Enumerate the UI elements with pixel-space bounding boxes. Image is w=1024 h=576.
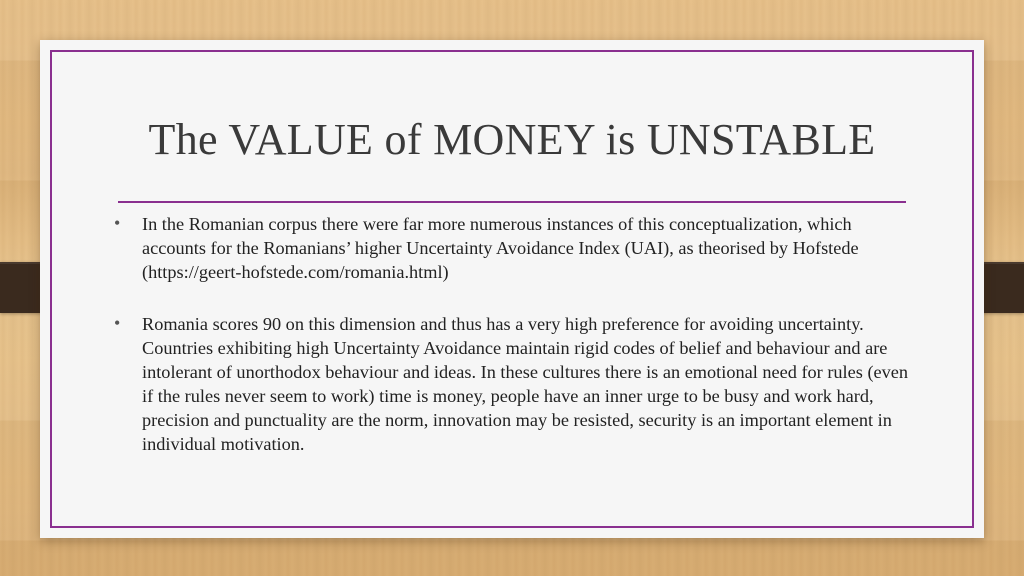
- bullet-item: [114, 212, 914, 284]
- slide-title: The VALUE of MONEY is UNSTABLE: [148, 115, 876, 164]
- slide-card: [40, 40, 984, 538]
- title-divider: [118, 201, 906, 203]
- bullet-list: [114, 212, 914, 456]
- bullet-dot-icon: •: [114, 313, 121, 333]
- bullet-dot-icon: •: [114, 213, 121, 233]
- bullet-text: Romania scores 90 on this dimension and thus has a very high preference for avoiding uncertainty. Countries exhibiting high Uncertainty Avoidance maintain rigid codes of belief and behaviour and are intolerant of unorthodox behaviour and ideas. In these cultures there is an emotional need for rules (even if the rules never seem to work) time is money, people have an inner urge to be busy and work hard, precision and punctuality are the norm, innovation may be resisted, security is an important element in individual motivation.: [142, 314, 909, 454]
- bullet-text: In the Romanian corpus there were far more numerous instances of this conceptualization, which accounts for the Romanians’ higher Uncertainty Avoidance Index (UAI), as theorised by Hofstede (https://geert-hofstede.com/romania.html): [142, 214, 859, 282]
- bullet-item: [114, 312, 914, 456]
